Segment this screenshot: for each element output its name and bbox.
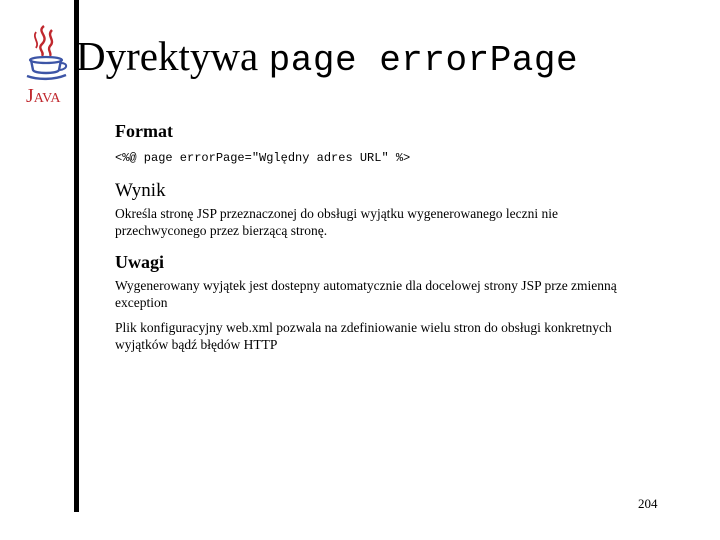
java-logo <box>22 22 74 106</box>
title-text: Dyrektywa <box>76 33 259 79</box>
svg-text:Java: Java <box>26 85 61 106</box>
section-format <box>115 120 635 166</box>
slide-content <box>115 120 635 353</box>
format-code: <%@ page errorPage="Wględny adres URL" %> <box>115 151 411 165</box>
section-uwagi <box>115 251 635 353</box>
page-number: 204 <box>638 496 658 511</box>
wynik-text: Określa stronę JSP przeznaczonej do obsługi wyjątku wygenerowanego leczni nie przechwyconego przez bierzącą stronę. <box>115 206 558 238</box>
format-heading: Format <box>115 121 173 141</box>
slide-title <box>76 33 579 81</box>
title-code: page errorPage <box>268 40 579 81</box>
wynik-heading: Wynik <box>115 180 166 201</box>
section-wynik <box>115 180 635 239</box>
uwagi-paragraph: Plik konfiguracyjny web.xml pozwala na zdefiniowanie wielu stron do obsługi konkretnych wyjątków bądź błędów HTTP <box>115 320 612 352</box>
uwagi-paragraph: Wygenerowany wyjątek jest dostepny automatycznie dla docelowej strony JSP prze zmienną exception <box>115 278 617 310</box>
java-cup-icon <box>22 22 74 106</box>
uwagi-heading: Uwagi <box>115 252 164 272</box>
